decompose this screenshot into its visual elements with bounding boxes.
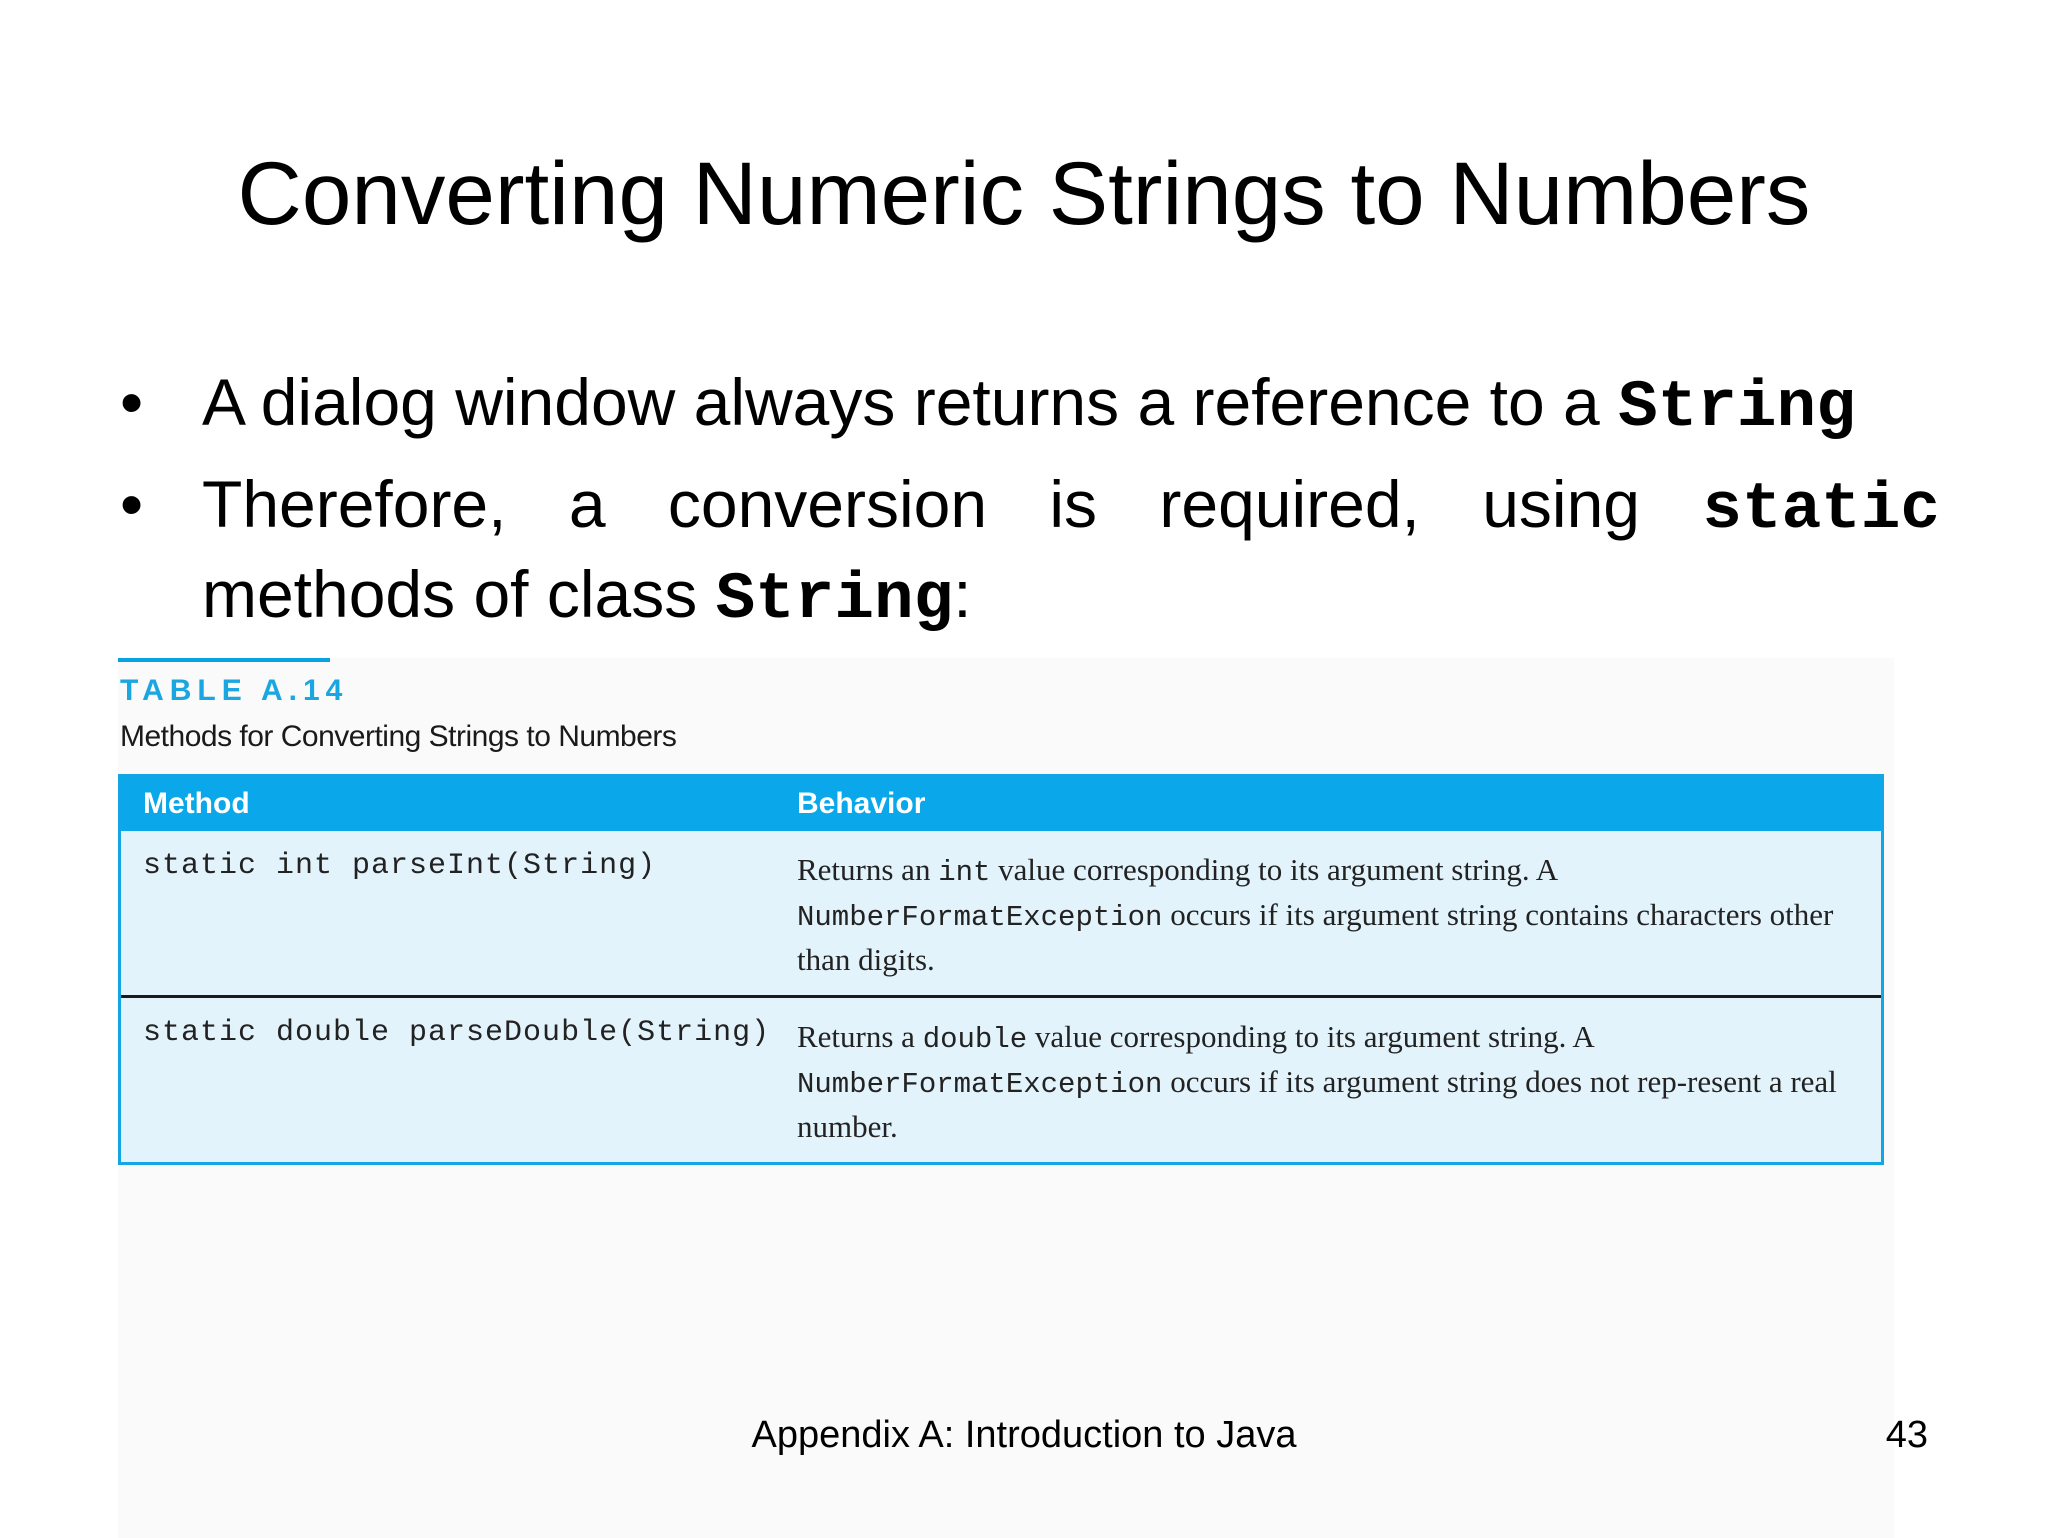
slide-title: Converting Numeric Strings to Numbers	[237, 143, 1811, 243]
table-subtitle: Methods for Converting Strings to Numbers	[120, 720, 677, 753]
bullet-text: methods of class	[202, 557, 716, 631]
method-cell: static int parseInt(String)	[143, 849, 657, 883]
behavior-code: int	[938, 856, 991, 889]
bullet-code: String	[715, 562, 954, 637]
behavior-exception: NumberFormatException	[797, 1068, 1163, 1101]
behavior-code: double	[922, 1023, 1028, 1056]
behavior-text: occurs if its argument string does not rep-resent a real number.	[797, 1064, 1837, 1144]
table-caption: TABLE A.14	[120, 674, 349, 707]
behavior-text: Returns a	[797, 1019, 923, 1054]
header-behavior: Behavior	[797, 787, 926, 820]
bullet-code: String	[1618, 370, 1856, 445]
bullet-item-1	[120, 360, 1940, 450]
bullet-text: :	[953, 557, 972, 631]
behavior-cell	[797, 1016, 1881, 1148]
bullet-dot-icon: •	[120, 467, 144, 541]
behavior-text: occurs if its argument string contains characters other than digits.	[797, 897, 1834, 977]
page-number: 43	[1885, 1414, 1928, 1456]
behavior-text: Returns an	[797, 852, 939, 887]
header-method: Method	[143, 787, 250, 820]
method-cell: static double parseDouble(String)	[143, 1016, 771, 1050]
table-caption-rule	[118, 658, 330, 662]
bullet-text: A dialog window always returns a reference to a	[202, 365, 1619, 439]
behavior-exception: NumberFormatException	[797, 901, 1163, 934]
bullet-dot-icon: •	[120, 365, 144, 439]
table-row	[121, 995, 1881, 1162]
slide-footer: Appendix A: Introduction to Java	[751, 1414, 1297, 1456]
bullet-item-2	[120, 462, 1940, 642]
bullet-code: static	[1702, 472, 1940, 547]
methods-table	[118, 774, 1884, 1165]
table-row	[121, 831, 1881, 995]
bullet-text: Therefore, a conversion is required, using	[202, 467, 1703, 541]
bullet-list	[120, 360, 1940, 654]
table-figure	[118, 658, 1894, 1538]
behavior-text: value corresponding to its argument string. A	[1027, 1019, 1594, 1054]
behavior-text: value corresponding to its argument string. A	[990, 852, 1557, 887]
table-header-row	[121, 777, 1881, 831]
behavior-cell	[797, 849, 1881, 981]
